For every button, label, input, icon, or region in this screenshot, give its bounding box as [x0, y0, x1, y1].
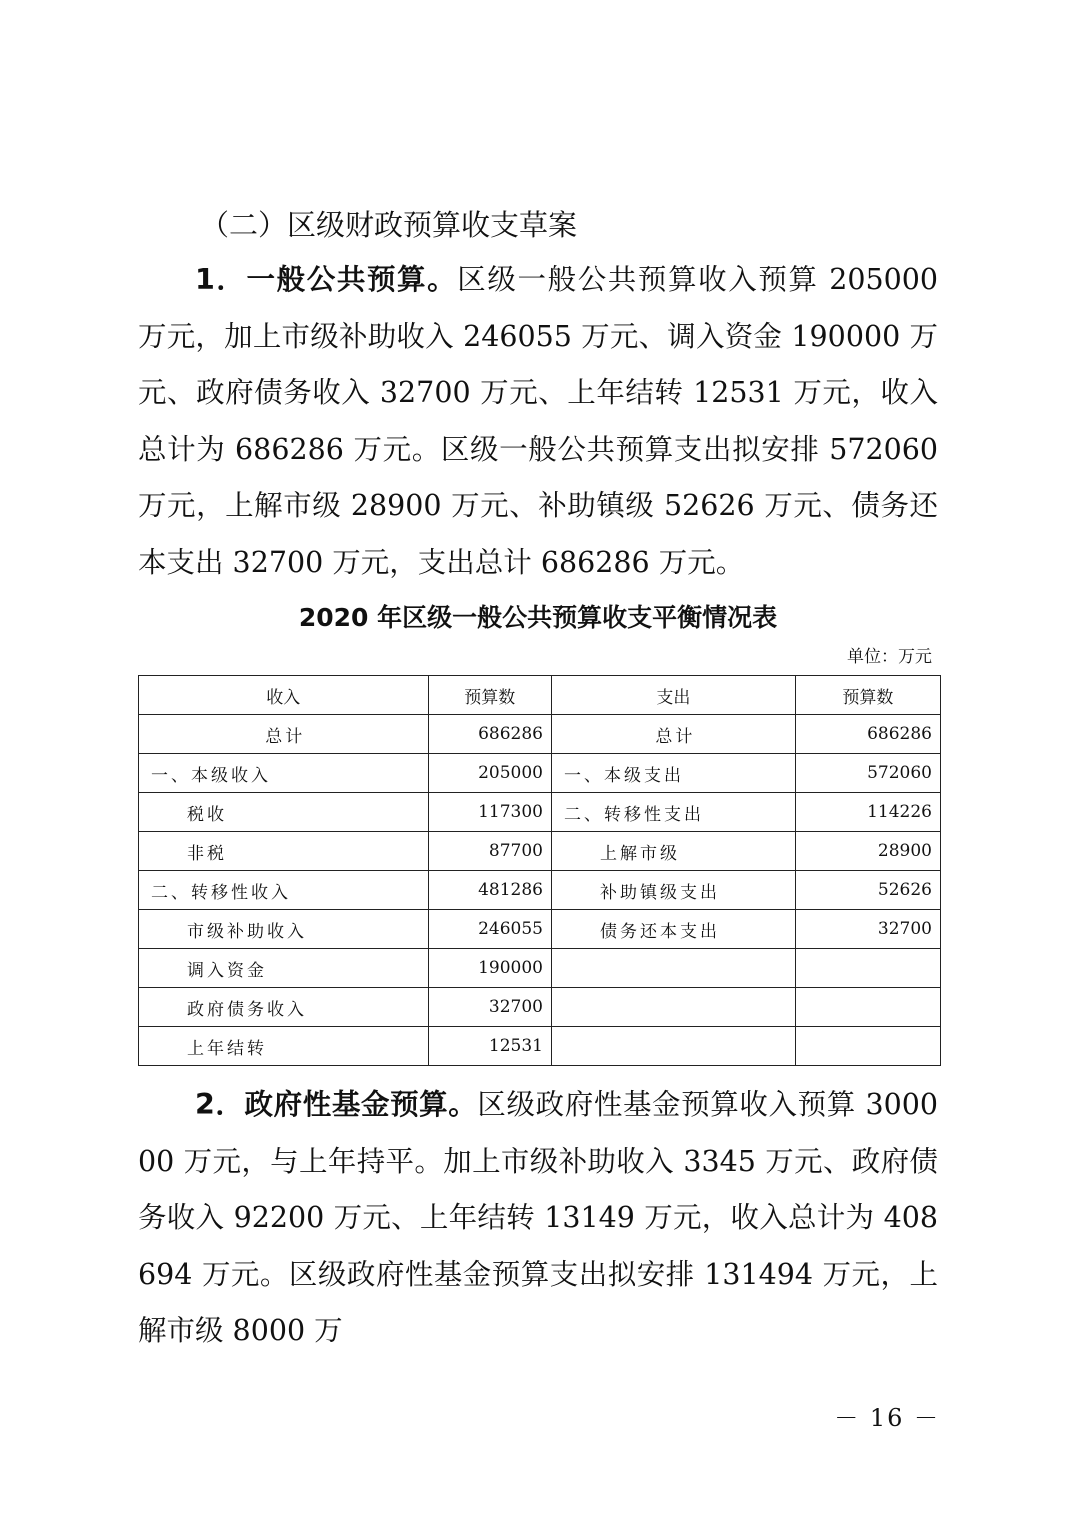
header-expense: 支出: [552, 676, 796, 715]
income-value: 190000: [428, 949, 551, 988]
table-row: [139, 871, 941, 910]
income-value: 686286: [428, 715, 551, 754]
expense-value: 28900: [795, 832, 940, 871]
income-value: 87700: [428, 832, 551, 871]
paragraph-text: 区级一般公共预算收入预算 205000 万元，加上市级补助收入 246055 万元、调入资金 190000 万元、政府债务收入 32700 万元、上年结转 12531 万元，收入总计为 686286 万元。区级一般公共预算支出拟安排 572060 万元，上解市级 28900 万元、补助镇级 52626 万元、债务还本支出 32700 万元，支出总计 686286 万元。: [138, 263, 938, 579]
expense-item: 总计: [552, 715, 796, 754]
income-value: 481286: [428, 871, 551, 910]
income-item: 上年结转: [139, 1027, 429, 1066]
budget-table: [138, 675, 941, 1066]
expense-item: 一、本级支出: [552, 754, 796, 793]
income-value: 12531: [428, 1027, 551, 1066]
expense-item: [552, 1027, 796, 1066]
paragraph-general-budget: [138, 252, 938, 591]
income-value: 117300: [428, 793, 551, 832]
income-item: 一、本级收入: [139, 754, 429, 793]
expense-value: [795, 988, 940, 1027]
table-row: [139, 949, 941, 988]
header-income: 收入: [139, 676, 429, 715]
table-row: [139, 910, 941, 949]
table-row: [139, 793, 941, 832]
expense-item: 上解市级: [552, 832, 796, 871]
paragraph-text: 区级政府性基金预算收入预算 300000 万元，与上年持平。加上市级补助收入 3345 万元、政府债务收入 92200 万元、上年结转 13149 万元，收入总计为 408694 万元。区级政府性基金预算支出拟安排 131494 万元，上解市级 8000 万: [138, 1088, 938, 1347]
income-value: 246055: [428, 910, 551, 949]
table-row: [139, 754, 941, 793]
table-row: [139, 1027, 941, 1066]
paragraph-lead: 2．政府性基金预算。: [195, 1088, 478, 1121]
income-item: 总计: [139, 715, 429, 754]
expense-item: 补助镇级支出: [552, 871, 796, 910]
paragraph-fund-budget: [138, 1077, 938, 1360]
expense-value: [795, 1027, 940, 1066]
income-item: 调入资金: [139, 949, 429, 988]
table-row: [139, 988, 941, 1027]
page-number: － 16 －: [834, 1404, 940, 1432]
table-row: [139, 832, 941, 871]
income-item: 二、转移性收入: [139, 871, 429, 910]
expense-item: [552, 949, 796, 988]
section-heading: （二）区级财政预算收支草案: [200, 208, 578, 242]
expense-value: 32700: [795, 910, 940, 949]
income-value: 32700: [428, 988, 551, 1027]
income-item: 非税: [139, 832, 429, 871]
income-item: 税收: [139, 793, 429, 832]
expense-item: [552, 988, 796, 1027]
paragraph-lead: 1．一般公共预算。: [195, 263, 458, 296]
header-expense-budget: 预算数: [795, 676, 940, 715]
income-item: 政府债务收入: [139, 988, 429, 1027]
expense-value: 114226: [795, 793, 940, 832]
expense-item: 债务还本支出: [552, 910, 796, 949]
income-value: 205000: [428, 754, 551, 793]
expense-item: 二、转移性支出: [552, 793, 796, 832]
table-header-row: [139, 676, 941, 715]
expense-value: 686286: [795, 715, 940, 754]
income-item: 市级补助收入: [139, 910, 429, 949]
table-unit: 单位：万元: [847, 647, 932, 667]
expense-value: 572060: [795, 754, 940, 793]
table-title: 2020 年区级一般公共预算收支平衡情况表: [298, 603, 778, 632]
expense-value: [795, 949, 940, 988]
table-row-total: [139, 715, 941, 754]
expense-value: 52626: [795, 871, 940, 910]
header-income-budget: 预算数: [428, 676, 551, 715]
